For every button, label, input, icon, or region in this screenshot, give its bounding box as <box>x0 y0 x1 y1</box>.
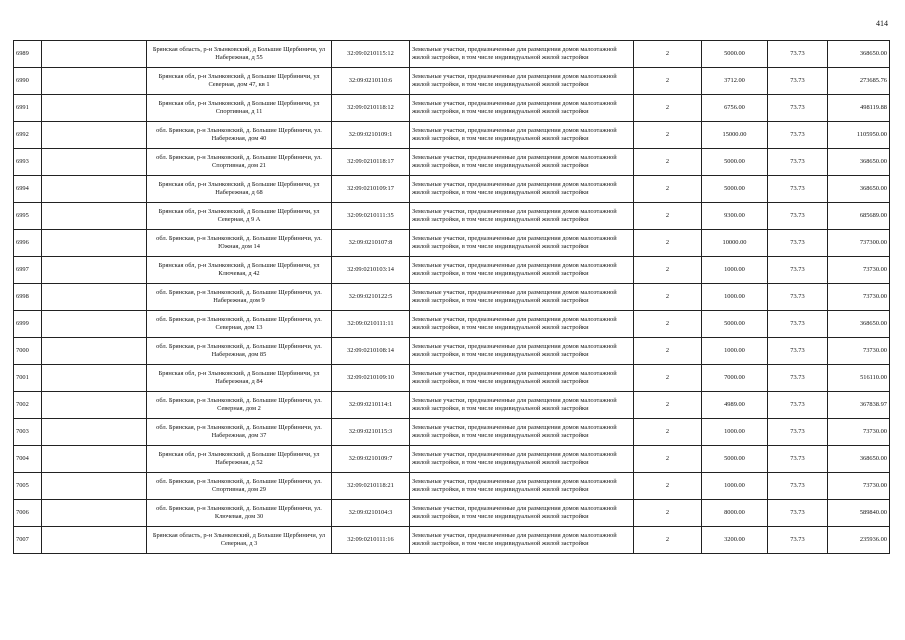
rate-cell: 73.73 <box>768 338 828 365</box>
area-cell: 1000.00 <box>702 419 768 446</box>
rate-cell: 73.73 <box>768 446 828 473</box>
category-cell: 2 <box>634 419 702 446</box>
row-number-cell: 6990 <box>14 68 42 95</box>
table-row <box>14 122 890 149</box>
area-cell: 8000.00 <box>702 500 768 527</box>
table-row <box>14 284 890 311</box>
row-number-cell: 6996 <box>14 230 42 257</box>
area-cell: 7000.00 <box>702 365 768 392</box>
cadastral-number-cell: 32:09:0210118:21 <box>332 473 410 500</box>
table-row <box>14 311 890 338</box>
cadastral-number-cell: 32:09:0210109:7 <box>332 446 410 473</box>
address-cell: обл. Брянская, р-н Злынковский, д. Большие Щербиничи, ул. Северная, дом 2 <box>147 392 332 419</box>
address-cell: Брянская область, р-н Злынковский, д Большие Щербиничи, ул Набережная, д 55 <box>147 41 332 68</box>
cadastral-number-cell: 32:09:0210122:5 <box>332 284 410 311</box>
cadastral-value-cell: 498119.88 <box>828 95 890 122</box>
cadastral-number-cell: 32:09:0210109:1 <box>332 122 410 149</box>
land-purpose-cell: Земельные участки, предназначенные для размещения домов малоэтажной жилой застройки, в том числе индивидуальной жилой застройки <box>410 311 634 338</box>
table-row <box>14 95 890 122</box>
cadastral-value-cell: 73730.00 <box>828 257 890 284</box>
area-cell: 5000.00 <box>702 446 768 473</box>
land-purpose-cell: Земельные участки, предназначенные для размещения домов малоэтажной жилой застройки, в том числе индивидуальной жилой застройки <box>410 284 634 311</box>
row-number-cell: 6992 <box>14 122 42 149</box>
blank-cell <box>42 68 147 95</box>
cadastral-number-cell: 32:09:0210110:6 <box>332 68 410 95</box>
land-purpose-cell: Земельные участки, предназначенные для размещения домов малоэтажной жилой застройки, в том числе индивидуальной жилой застройки <box>410 473 634 500</box>
cadastral-value-cell: 367838.97 <box>828 392 890 419</box>
row-number-cell: 7001 <box>14 365 42 392</box>
blank-cell <box>42 392 147 419</box>
address-cell: Брянская обл, р-н Злынковский, д Большие Щербиничи, ул Набережная, д 68 <box>147 176 332 203</box>
row-number-cell: 7007 <box>14 527 42 554</box>
cadastral-number-cell: 32:09:0210111:11 <box>332 311 410 338</box>
row-number-cell: 7002 <box>14 392 42 419</box>
table-row <box>14 392 890 419</box>
blank-cell <box>42 176 147 203</box>
row-number-cell: 6997 <box>14 257 42 284</box>
blank-cell <box>42 446 147 473</box>
row-number-cell: 6994 <box>14 176 42 203</box>
row-number-cell: 7005 <box>14 473 42 500</box>
area-cell: 9300.00 <box>702 203 768 230</box>
address-cell: обл. Брянская, р-н Злынковский, д. Большие Щербиничи, ул. Набережная, дом 37 <box>147 419 332 446</box>
category-cell: 2 <box>634 68 702 95</box>
category-cell: 2 <box>634 41 702 68</box>
blank-cell <box>42 365 147 392</box>
address-cell: обл. Брянская, р-н Злынковский, д. Большие Щербиничи, ул. Спортивная, дом 21 <box>147 149 332 176</box>
area-cell: 15000.00 <box>702 122 768 149</box>
rate-cell: 73.73 <box>768 257 828 284</box>
cadastral-number-cell: 32:09:0210118:17 <box>332 149 410 176</box>
cadastral-value-cell: 368650.00 <box>828 149 890 176</box>
row-number-cell: 6998 <box>14 284 42 311</box>
blank-cell <box>42 284 147 311</box>
table-row <box>14 473 890 500</box>
cadastral-value-cell: 235936.00 <box>828 527 890 554</box>
row-number-cell: 6989 <box>14 41 42 68</box>
area-cell: 4989.00 <box>702 392 768 419</box>
table-row <box>14 419 890 446</box>
rate-cell: 73.73 <box>768 122 828 149</box>
cadastral-number-cell: 32:09:0210108:14 <box>332 338 410 365</box>
cadastral-value-cell: 368650.00 <box>828 311 890 338</box>
blank-cell <box>42 311 147 338</box>
table-row <box>14 149 890 176</box>
rate-cell: 73.73 <box>768 365 828 392</box>
category-cell: 2 <box>634 311 702 338</box>
category-cell: 2 <box>634 392 702 419</box>
land-purpose-cell: Земельные участки, предназначенные для размещения домов малоэтажной жилой застройки, в том числе индивидуальной жилой застройки <box>410 176 634 203</box>
rate-cell: 73.73 <box>768 149 828 176</box>
row-number-cell: 6999 <box>14 311 42 338</box>
cadastral-number-cell: 32:09:0210115:12 <box>332 41 410 68</box>
address-cell: Брянская обл, р-н Злынковский, д Большие Щербиничи, ул Северная, дом 47, кв 1 <box>147 68 332 95</box>
rate-cell: 73.73 <box>768 203 828 230</box>
address-cell: обл. Брянская, р-н Злынковский, д. Большие Щербиничи, ул. Южная, дом 14 <box>147 230 332 257</box>
cadastral-value-cell: 73730.00 <box>828 419 890 446</box>
cadastral-value-cell: 737300.00 <box>828 230 890 257</box>
address-cell: обл. Брянская, р-н Злынковский, д. Большие Щербиничи, ул. Набережная, дом 40 <box>147 122 332 149</box>
land-purpose-cell: Земельные участки, предназначенные для размещения домов малоэтажной жилой застройки, в том числе индивидуальной жилой застройки <box>410 41 634 68</box>
category-cell: 2 <box>634 446 702 473</box>
cadastral-number-cell: 32:09:0210111:16 <box>332 527 410 554</box>
address-cell: обл. Брянская, р-н Злынковский, д. Большие Щербиничи, ул. Набережная, дом 9 <box>147 284 332 311</box>
rate-cell: 73.73 <box>768 41 828 68</box>
category-cell: 2 <box>634 527 702 554</box>
land-purpose-cell: Земельные участки, предназначенные для размещения домов малоэтажной жилой застройки, в том числе индивидуальной жилой застройки <box>410 500 634 527</box>
category-cell: 2 <box>634 500 702 527</box>
cadastral-value-cell: 368650.00 <box>828 446 890 473</box>
category-cell: 2 <box>634 149 702 176</box>
area-cell: 5000.00 <box>702 149 768 176</box>
table-row <box>14 230 890 257</box>
cadastral-number-cell: 32:09:0210109:17 <box>332 176 410 203</box>
category-cell: 2 <box>634 338 702 365</box>
blank-cell <box>42 500 147 527</box>
cadastral-value-cell: 685689.00 <box>828 203 890 230</box>
cadastral-value-cell: 73730.00 <box>828 284 890 311</box>
cadastral-value-cell: 589840.00 <box>828 500 890 527</box>
land-purpose-cell: Земельные участки, предназначенные для размещения домов малоэтажной жилой застройки, в том числе индивидуальной жилой застройки <box>410 95 634 122</box>
table-row <box>14 365 890 392</box>
land-purpose-cell: Земельные участки, предназначенные для размещения домов малоэтажной жилой застройки, в том числе индивидуальной жилой застройки <box>410 68 634 95</box>
blank-cell <box>42 95 147 122</box>
rate-cell: 73.73 <box>768 284 828 311</box>
rate-cell: 73.73 <box>768 419 828 446</box>
table-row <box>14 176 890 203</box>
cadastral-value-cell: 516110.00 <box>828 365 890 392</box>
cadastral-value-cell: 273685.76 <box>828 68 890 95</box>
land-purpose-cell: Земельные участки, предназначенные для размещения домов малоэтажной жилой застройки, в том числе индивидуальной жилой застройки <box>410 149 634 176</box>
cadastral-value-cell: 73730.00 <box>828 473 890 500</box>
rate-cell: 73.73 <box>768 311 828 338</box>
area-cell: 1000.00 <box>702 338 768 365</box>
row-number-cell: 6995 <box>14 203 42 230</box>
row-number-cell: 7004 <box>14 446 42 473</box>
cadastral-number-cell: 32:09:0210104:3 <box>332 500 410 527</box>
table-row <box>14 446 890 473</box>
blank-cell <box>42 338 147 365</box>
address-cell: Брянская область, р-н Злынковский, д Большие Щербиничи, ул Северная, д 3 <box>147 527 332 554</box>
category-cell: 2 <box>634 203 702 230</box>
cadastral-number-cell: 32:09:0210109:10 <box>332 365 410 392</box>
cadastral-value-cell: 368650.00 <box>828 176 890 203</box>
category-cell: 2 <box>634 257 702 284</box>
category-cell: 2 <box>634 365 702 392</box>
category-cell: 2 <box>634 176 702 203</box>
area-cell: 1000.00 <box>702 473 768 500</box>
rate-cell: 73.73 <box>768 176 828 203</box>
land-purpose-cell: Земельные участки, предназначенные для размещения домов малоэтажной жилой застройки, в том числе индивидуальной жилой застройки <box>410 122 634 149</box>
rate-cell: 73.73 <box>768 500 828 527</box>
area-cell: 6756.00 <box>702 95 768 122</box>
rate-cell: 73.73 <box>768 527 828 554</box>
land-registry-table <box>13 40 890 554</box>
category-cell: 2 <box>634 230 702 257</box>
table-body <box>14 41 890 554</box>
cadastral-value-cell: 1105950.00 <box>828 122 890 149</box>
row-number-cell: 7000 <box>14 338 42 365</box>
category-cell: 2 <box>634 284 702 311</box>
table-row <box>14 41 890 68</box>
blank-cell <box>42 122 147 149</box>
address-cell: Брянская обл, р-н Злынковский, д Большие Щербиничи, ул Набережная, д 52 <box>147 446 332 473</box>
row-number-cell: 7003 <box>14 419 42 446</box>
blank-cell <box>42 149 147 176</box>
row-number-cell: 6993 <box>14 149 42 176</box>
table-row <box>14 68 890 95</box>
rate-cell: 73.73 <box>768 230 828 257</box>
cadastral-number-cell: 32:09:0210107:8 <box>332 230 410 257</box>
address-cell: обл. Брянская, р-н Злынковский, д. Большие Щербиничи, ул. Спортивная, дом 29 <box>147 473 332 500</box>
table-row <box>14 500 890 527</box>
rate-cell: 73.73 <box>768 392 828 419</box>
rate-cell: 73.73 <box>768 473 828 500</box>
row-number-cell: 7006 <box>14 500 42 527</box>
cadastral-number-cell: 32:09:0210118:12 <box>332 95 410 122</box>
land-purpose-cell: Земельные участки, предназначенные для размещения домов малоэтажной жилой застройки, в том числе индивидуальной жилой застройки <box>410 230 634 257</box>
address-cell: обл. Брянская, р-н Злынковский, д. Большие Щербиничи, ул. Северная, дом 13 <box>147 311 332 338</box>
land-purpose-cell: Земельные участки, предназначенные для размещения домов малоэтажной жилой застройки, в том числе индивидуальной жилой застройки <box>410 392 634 419</box>
address-cell: обл. Брянская, р-н Злынковский, д. Большие Щербиничи, ул. Ключевая, дом 30 <box>147 500 332 527</box>
cadastral-number-cell: 32:09:0210103:14 <box>332 257 410 284</box>
table-row <box>14 527 890 554</box>
land-purpose-cell: Земельные участки, предназначенные для размещения домов малоэтажной жилой застройки, в том числе индивидуальной жилой застройки <box>410 257 634 284</box>
blank-cell <box>42 527 147 554</box>
category-cell: 2 <box>634 473 702 500</box>
cadastral-number-cell: 32:09:0210111:35 <box>332 203 410 230</box>
blank-cell <box>42 419 147 446</box>
address-cell: Брянская обл, р-н Злынковский, д Большие Щербиничи, ул Набережная, д 84 <box>147 365 332 392</box>
area-cell: 5000.00 <box>702 311 768 338</box>
blank-cell <box>42 41 147 68</box>
area-cell: 5000.00 <box>702 176 768 203</box>
rate-cell: 73.73 <box>768 68 828 95</box>
table-row <box>14 203 890 230</box>
address-cell: Брянская обл, р-н Злынковский, д Большие Щербиничи, ул Спортивная, д 11 <box>147 95 332 122</box>
area-cell: 1000.00 <box>702 257 768 284</box>
address-cell: обл. Брянская, р-н Злынковский, д. Большие Щербиничи, ул. Набережная, дом 85 <box>147 338 332 365</box>
land-purpose-cell: Земельные участки, предназначенные для размещения домов малоэтажной жилой застройки, в том числе индивидуальной жилой застройки <box>410 446 634 473</box>
area-cell: 3712.00 <box>702 68 768 95</box>
cadastral-number-cell: 32:09:0210115:3 <box>332 419 410 446</box>
address-cell: Брянская обл, р-н Злынковский, д Большие Щербиничи, ул Северная, д 9 А <box>147 203 332 230</box>
land-purpose-cell: Земельные участки, предназначенные для размещения домов малоэтажной жилой застройки, в том числе индивидуальной жилой застройки <box>410 203 634 230</box>
page-number: 414 <box>876 19 888 28</box>
area-cell: 1000.00 <box>702 284 768 311</box>
table-row <box>14 338 890 365</box>
row-number-cell: 6991 <box>14 95 42 122</box>
blank-cell <box>42 257 147 284</box>
land-purpose-cell: Земельные участки, предназначенные для размещения домов малоэтажной жилой застройки, в том числе индивидуальной жилой застройки <box>410 527 634 554</box>
cadastral-value-cell: 368650.00 <box>828 41 890 68</box>
area-cell: 10000.00 <box>702 230 768 257</box>
area-cell: 5000.00 <box>702 41 768 68</box>
category-cell: 2 <box>634 95 702 122</box>
land-purpose-cell: Земельные участки, предназначенные для размещения домов малоэтажной жилой застройки, в том числе индивидуальной жилой застройки <box>410 365 634 392</box>
blank-cell <box>42 473 147 500</box>
blank-cell <box>42 230 147 257</box>
cadastral-number-cell: 32:09:0210114:1 <box>332 392 410 419</box>
category-cell: 2 <box>634 122 702 149</box>
land-purpose-cell: Земельные участки, предназначенные для размещения домов малоэтажной жилой застройки, в том числе индивидуальной жилой застройки <box>410 338 634 365</box>
rate-cell: 73.73 <box>768 95 828 122</box>
cadastral-value-cell: 73730.00 <box>828 338 890 365</box>
area-cell: 3200.00 <box>702 527 768 554</box>
address-cell: Брянская обл, р-н Злынковский, д Большие Щербиничи, ул Ключевая, д 42 <box>147 257 332 284</box>
land-purpose-cell: Земельные участки, предназначенные для размещения домов малоэтажной жилой застройки, в том числе индивидуальной жилой застройки <box>410 419 634 446</box>
table-row <box>14 257 890 284</box>
blank-cell <box>42 203 147 230</box>
